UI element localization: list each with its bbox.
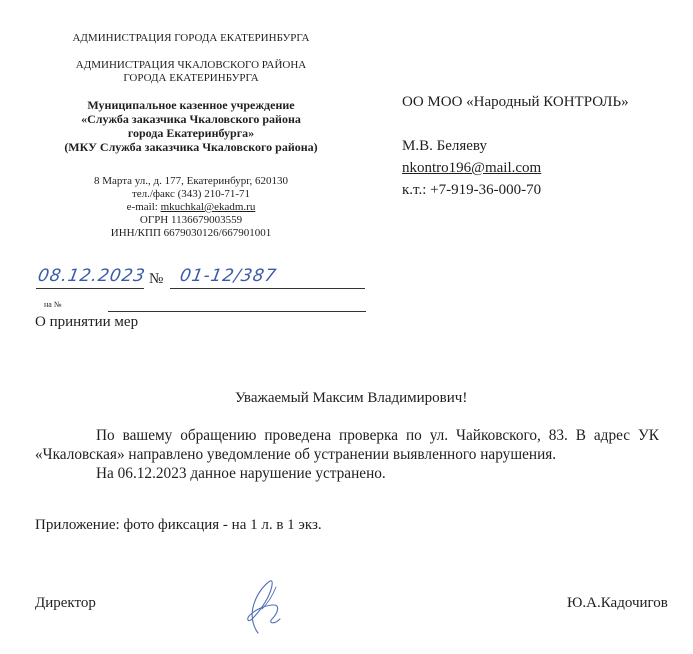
reg-number: 01-12/387 <box>178 266 279 286</box>
recipient-org: ОО МОО «Народный КОНТРОЛЬ» <box>402 94 629 110</box>
signature-name: Ю.А.Кадочигов <box>567 595 668 611</box>
signature-title: Директор <box>35 595 96 611</box>
reg-date: 08.12.2023 <box>36 266 148 286</box>
org-email-link[interactable]: mkuchkal@ekadm.ru <box>160 201 256 213</box>
org-inn: ИНН/КПП 6679030126/667901001 <box>110 227 272 239</box>
reg-number-underline <box>170 288 365 289</box>
sender-header <box>30 32 352 45</box>
ref-underline <box>108 311 366 312</box>
ref-label: на № <box>44 300 62 309</box>
admin-district <box>30 59 352 85</box>
org-email-label: e-mail: <box>126 201 161 213</box>
org-email-line <box>30 201 352 214</box>
admin-district-line2: ГОРОДА ЕКАТЕРИНБУРГА <box>123 72 259 84</box>
subject: О принятии мер <box>35 314 139 330</box>
org-name <box>30 98 352 154</box>
org-address: 8 Марта ул., д. 177, Екатеринбург, 620130 <box>93 175 289 187</box>
org-ogrn: ОГРН 1136679003559 <box>139 214 243 226</box>
recipient-name: М.В. Беляеву <box>402 138 487 154</box>
recipient-phone: к.т.: +7-919-36-000-70 <box>402 182 542 198</box>
reg-date-underline <box>36 288 144 289</box>
org-phone: тел./факс (343) 210-71-71 <box>131 188 251 200</box>
org-line3: города Екатеринбурга» <box>127 126 255 140</box>
recipient-email[interactable]: nkontro196@mail.com <box>402 160 542 176</box>
body-para2: На 06.12.2023 данное нарушение устранено. <box>96 465 386 482</box>
org-line4: (МКУ Служба заказчика Чкаловского района) <box>64 140 318 154</box>
admin-district-line1: АДМИНИСТРАЦИЯ ЧКАЛОВСКОГО РАЙОНА <box>75 59 307 71</box>
admin-city: АДМИНИСТРАЦИЯ ГОРОДА ЕКАТЕРИНБУРГА <box>72 32 310 44</box>
attachment: Приложение: фото фиксация - на 1 л. в 1 экз. <box>35 517 322 533</box>
org-line2: «Служба заказчика Чкаловского района <box>81 112 301 126</box>
body-para1: По вашему обращению проведена проверка по ул. Чайковского, 83. В адрес УК «Чкаловская» направлено уведомление об устранении выявленного нарушения. <box>35 427 659 463</box>
greeting: Уважаемый Максим Владимирович! <box>235 390 468 406</box>
signature-mark <box>222 575 302 637</box>
org-line1: Муниципальное казенное учреждение <box>87 98 295 112</box>
org-details <box>30 175 352 240</box>
reg-number-sign: № <box>149 271 164 287</box>
